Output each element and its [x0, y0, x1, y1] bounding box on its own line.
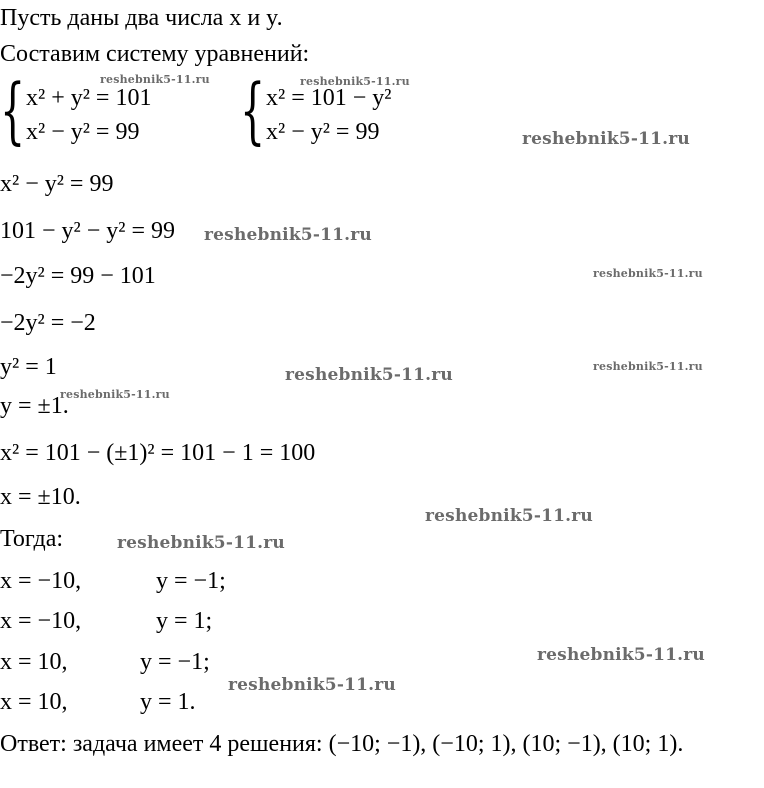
watermark: reshebnik5-11.ru	[285, 365, 453, 385]
system-left-eq2: x² − y² = 99	[26, 119, 140, 145]
watermark: reshebnik5-11.ru	[60, 388, 170, 401]
then-label: Тогда:	[0, 526, 64, 552]
watermark: reshebnik5-11.ru	[100, 73, 210, 86]
solution-2-y: y = 1;	[156, 608, 213, 634]
answer-text: Ответ: задача имеет 4 решения: (−10; −1), (−10; 1), (10; −1), (10; 1).	[0, 731, 684, 757]
watermark: reshebnik5-11.ru	[593, 267, 703, 280]
watermark: reshebnik5-11.ru	[425, 506, 593, 526]
watermark: reshebnik5-11.ru	[522, 129, 690, 149]
system-right-eq2: x² − y² = 99	[266, 119, 380, 145]
step-6: y = ±1.	[0, 393, 69, 419]
solution-2-x: x = −10,	[0, 608, 82, 634]
watermark: reshebnik5-11.ru	[117, 533, 285, 553]
step-2: 101 − y² − y² = 99	[0, 218, 175, 244]
solution-1-x: x = −10,	[0, 568, 82, 594]
solution-1-y: y = −1;	[156, 568, 226, 594]
step-5: y² = 1	[0, 354, 57, 380]
step-8: x = ±10.	[0, 484, 81, 510]
step-3: −2y² = 99 − 101	[0, 263, 156, 289]
watermark: reshebnik5-11.ru	[593, 360, 703, 373]
step-7: x² = 101 − (±1)² = 101 − 1 = 100	[0, 440, 316, 466]
solution-3-x: x = 10,	[0, 649, 68, 675]
system-left-eq1: x² + y² = 101	[26, 85, 152, 111]
watermark: reshebnik5-11.ru	[537, 645, 705, 665]
right-brace-icon: {	[240, 68, 266, 152]
system-right-eq1: x² = 101 − y²	[266, 85, 392, 111]
left-brace-icon: {	[0, 68, 26, 152]
solution-4-x: x = 10,	[0, 689, 68, 715]
step-1: x² − y² = 99	[0, 171, 114, 197]
watermark: reshebnik5-11.ru	[228, 675, 396, 695]
watermark: reshebnik5-11.ru	[300, 75, 410, 88]
watermark: reshebnik5-11.ru	[204, 225, 372, 245]
system-right	[240, 68, 460, 152]
step-4: −2y² = −2	[0, 310, 96, 336]
setup-text: Составим систему уравнений:	[0, 41, 310, 67]
solution-3-y: y = −1;	[140, 649, 210, 675]
intro-text: Пусть даны два числа x и y.	[0, 5, 283, 31]
solution-4-y: y = 1.	[140, 689, 196, 715]
